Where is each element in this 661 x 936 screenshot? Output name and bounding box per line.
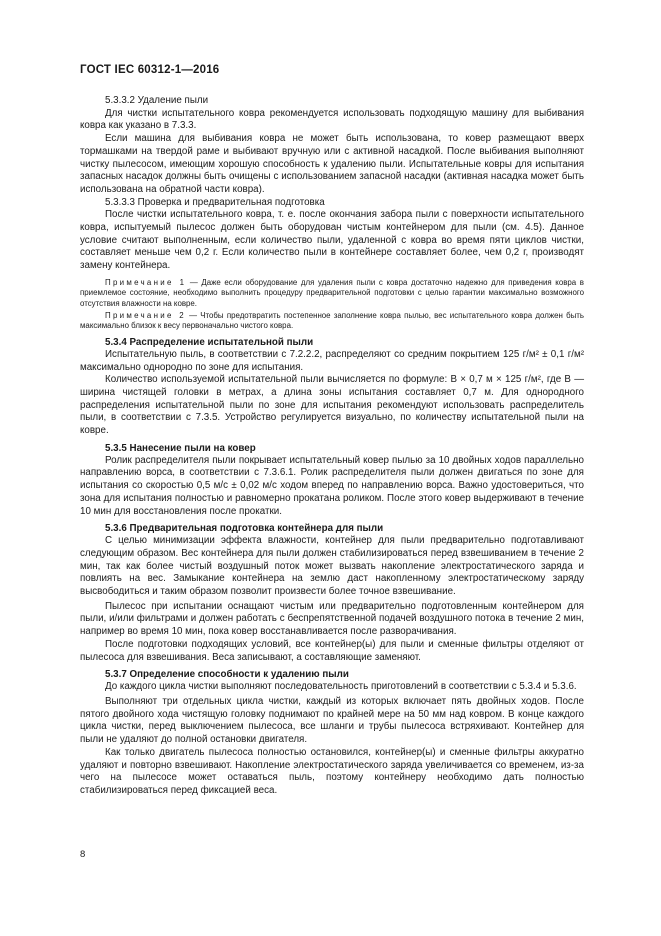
note-2 — [80, 311, 584, 332]
document-body — [80, 95, 584, 798]
paragraph: Для чистки испытательного ковра рекомендуется использовать подходящую машину для выбивания ковра как указано в 7.3.3. — [80, 107, 584, 132]
page-number: 8 — [80, 849, 86, 860]
paragraph: Количество используемой испытательной пыли вычисляется по формуле: В × 0,7 м × 125 г/м², где В — ширина чистящей головки в метрах, а длина зоны испытания составляет 0,7 м. Для однородного распределения испытательной пыли по зоне для испытания рекомендуют использовать распределитель пыли, в соответствии с 7.3.5. Устройство регулируется визуально, по количеству испытательной пыли на ковре. — [80, 374, 584, 437]
paragraph: Пылесос при испытании оснащают чистым или предварительно подготовленным контейнером для пыли, и/или фильтрами и должен работать с беспрепятственной подачей воздушного потока в течение 2 мин, например во время 10 мин, пока ковер восстанавливается после разворачивания. — [80, 600, 584, 638]
paragraph: Испытательную пыль, в соответствии с 7.2.2.2, распределяют со средним покрытием 125 г/м² ± 0,1 г/м² максимально однородно по зоне для испытания. — [80, 348, 584, 373]
paragraph: После подготовки подходящих условий, все контейнер(ы) для пыли и сменные фильтры отделяют от пылесоса для взвешивания. Веса записывают, а составляющие заменяют. — [80, 638, 584, 663]
note-1-label: Примечание 1 — [105, 277, 187, 287]
section-heading-5-3-6: 5.3.6 Предварительная подготовка контейнера для пыли — [105, 523, 384, 535]
note-2-label: Примечание 2 — [105, 310, 186, 320]
section-heading-5-3-4: 5.3.4 Распределение испытательной пыли — [105, 336, 314, 348]
paragraph: Выполняют три отдельных цикла чистки, каждый из которых включает пять двойных ходов. После пятого двойного хода чистящую головку поднимают по крайней мере на 50 мм над ковром. В конце каждого цикла чистки, перед выключением пылесоса, все шланги и трубы пылесоса встряхивают. Контейнер для пыли не удаляют до полной остановки двигателя. — [80, 695, 584, 746]
subsection-heading-5-3-3-2: 5.3.3.2 Удаление пыли — [105, 95, 209, 106]
document-header: ГОСТ IEC 60312-1—2016 — [80, 64, 220, 76]
note-2-text: — Чтобы предотвратить постепенное заполнение ковра пылью, вес испытательного ковра должен быть максимально близок к весу первоначально чистого ковра. — [80, 310, 584, 331]
paragraph: До каждого цикла чистки выполняют последовательность приготовлений в соответствии с 5.3.4 и 5.3.6. — [105, 681, 577, 693]
note-1 — [80, 278, 584, 310]
section-heading-5-3-5: 5.3.5 Нанесение пыли на ковер — [105, 442, 256, 454]
paragraph: Ролик распределителя пыли покрывает испытательный ковер пылью за 10 двойных ходов параллельно направлению ворса, в соответствии с 7.3.6.1. Ролик распределителя пыли должен двигаться по зоне для испытания со скоростью 0,5 м/с ± 0,02 м/с ходом вперед по направлению ворса. Важно удостовериться, что зона для испытания полностью и равномерно прокатана роликом. После этого ковер выдерживают в течение 10 мин для восстановления после прокатки. — [80, 454, 584, 517]
paragraph: Если машина для выбивания ковра не может быть использована, то ковер размещают вверх тормашками на твердой раме и выбивают вручную или с активной насадкой. После выбивания выполняют чистку пылесосом, имеющим хорошую способность к удалению пыли. Испытательные ковры для испытания запасных насадок должны быть очищены с использованием запасной насадки (активная насадка может быть использована на обратной части ковра). — [80, 133, 584, 195]
subsection-heading-5-3-3-3: 5.3.3.3 Проверка и предварительная подготовка — [105, 196, 325, 208]
section-heading-5-3-7: 5.3.7 Определение способности к удалению пыли — [105, 669, 349, 681]
paragraph: После чистки испытательного ковра, т. е. после окончания забора пыли с поверхности испытательного ковра, испытуемый пылесос должен быть оборудован чистым контейнером для пыли (см. 4.5). Данное условие считают выполненным, если количество пыли, удаленной с ковра во время пяти циклов чистки, составляет меньше чем 0,2 г. Если количество пыли в контейнере составляет более, чем 0,2 г, производят замену контейнера. — [80, 209, 584, 272]
paragraph: Как только двигатель пылесоса полностью остановился, контейнер(ы) и сменные фильтры аккуратно удаляют и повторно взвешивают. Накопление электростатического заряда увеличивается со временем, из-за чего на пылесосе может оставаться пыль, поэтому контейнеру необходимо дать полностью стабилизироваться перед фиксацией веса. — [80, 746, 584, 796]
paragraph: С целью минимизации эффекта влажности, контейнер для пыли предварительно подготавливают следующим образом. Вес контейнера для пыли должен стабилизироваться перед взвешиванием в течение 2 мин, так как более чистый воздушный поток может вызвать накопление электростатического заряда и повлиять на вес. Замыкание контейнера на землю даст накопленному электростатическому заряду высвободиться и таким образом позволит произвести более точное взвешивание. — [80, 535, 584, 598]
note-1-text: — Даже если оборудование для удаления пыли с ковра достаточно надежно для приведения ковра в приемлемое состояние, необходимо выполнить процедуру предварительной подготовки с целью гарантии максимально возможного отсутствия влажности на ковре. — [80, 277, 584, 309]
